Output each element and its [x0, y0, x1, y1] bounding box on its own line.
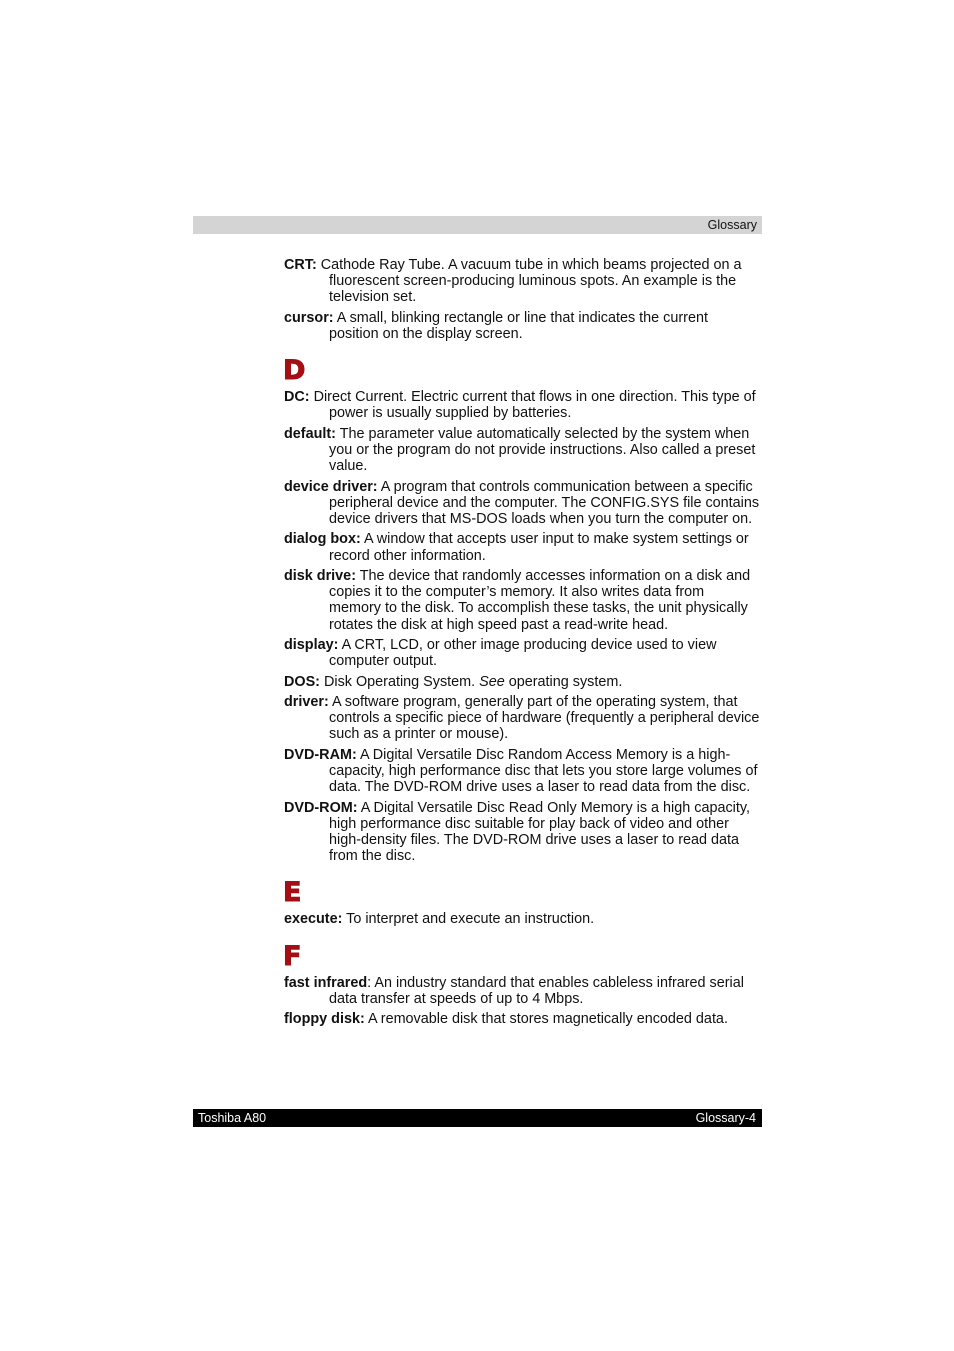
glossary-definition: The device that randomly accesses information on a disk and copies it to the computer’s memory. It also writes data from memory to the disk. To accomplish these tasks, the unit physically rotates the disk at high speed past a read-write head.	[329, 567, 751, 633]
page-footer	[193, 1109, 762, 1127]
glossary-entry	[284, 310, 760, 342]
footer-page-number: Glossary-4	[695, 1111, 756, 1125]
glossary-entry	[284, 747, 760, 796]
glossary-entry	[284, 694, 760, 743]
glossary-definition: : An industry standard that enables cableless infrared serial data transfer at speeds of up to 4 Mbps.	[329, 974, 744, 1007]
glossary-definition: Direct Current. Electric current that flows in one direction. This type of power is usually supplied by batteries.	[309, 389, 756, 422]
glossary-definition: A Digital Versatile Disc Read Only Memory is a high capacity, high performance disc suitable for play back of video and other high-density files. The DVD-ROM drive uses a laser to read data from the disc.	[329, 799, 750, 865]
glossary-term: floppy disk:	[284, 1011, 365, 1028]
glossary-term: DC:	[284, 389, 310, 406]
glossary-term: cursor:	[284, 309, 334, 326]
glossary-content	[284, 257, 760, 1032]
glossary-entry	[284, 911, 760, 927]
glossary-entry	[284, 674, 760, 690]
glossary-definition: A program that controls communication between a specific peripheral device and the computer. The CONFIG.SYS file contains device drivers that MS-DOS loads when you turn the computer on.	[329, 478, 760, 527]
section-letter-d: D	[283, 355, 306, 387]
glossary-definition: A CRT, LCD, or other image producing device used to view computer output.	[329, 636, 717, 670]
section-letter-e: E	[283, 877, 302, 909]
glossary-see-reference: See	[479, 673, 505, 690]
glossary-entry	[284, 426, 760, 475]
glossary-term: dialog box:	[284, 531, 361, 548]
glossary-definition: A window that accepts user input to make system settings or record other information.	[329, 531, 749, 564]
glossary-entry	[284, 531, 760, 563]
glossary-entry	[284, 637, 760, 669]
glossary-entry	[284, 479, 760, 528]
glossary-term: execute:	[284, 911, 343, 928]
glossary-term: display:	[284, 636, 339, 653]
glossary-definition: To interpret and execute an instruction.	[342, 911, 595, 928]
glossary-definition: A Digital Versatile Disc Random Access Memory is a high-capacity, high performance disc that lets you store large volumes of data. The DVD-ROM drive uses a laser to read data from the disc.	[329, 746, 758, 796]
glossary-definition-continued: operating system.	[504, 673, 623, 690]
glossary-term: DVD-ROM:	[284, 799, 358, 816]
glossary-term: disk drive:	[284, 567, 356, 584]
glossary-entry	[284, 1011, 760, 1027]
glossary-term: device driver:	[284, 478, 378, 495]
header-title: Glossary	[707, 218, 757, 232]
glossary-term: CRT:	[284, 257, 317, 273]
glossary-definition: The parameter value automatically selected by the system when you or the program do not provide instructions. Also called a preset value.	[329, 425, 756, 475]
glossary-definition: A small, blinking rectangle or line that indicates the current position on the display screen.	[329, 309, 708, 342]
page-header	[193, 216, 762, 234]
glossary-entry	[284, 800, 760, 865]
glossary-definition: A removable disk that stores magnetically encoded data.	[364, 1011, 728, 1028]
glossary-definition: Disk Operating System.	[319, 673, 480, 690]
glossary-term: default:	[284, 425, 336, 442]
glossary-term: fast infrared	[284, 974, 368, 991]
section-letter-f: F	[283, 940, 302, 972]
glossary-term: driver:	[284, 693, 329, 710]
glossary-term: DVD-RAM:	[284, 746, 357, 763]
glossary-entry	[284, 389, 760, 421]
glossary-definition: Cathode Ray Tube. A vacuum tube in which beams projected on a fluorescent screen-producing luminous spots. An example is the television set.	[316, 257, 742, 306]
glossary-entry	[284, 257, 760, 306]
glossary-entry	[284, 975, 760, 1007]
footer-product-name: Toshiba A80	[198, 1111, 267, 1125]
glossary-definition: A software program, generally part of the operating system, that controls a specific piece of hardware (frequently a peripheral device such as a printer or mouse).	[328, 693, 760, 743]
glossary-term: DOS:	[284, 673, 320, 690]
glossary-entry	[284, 568, 760, 633]
